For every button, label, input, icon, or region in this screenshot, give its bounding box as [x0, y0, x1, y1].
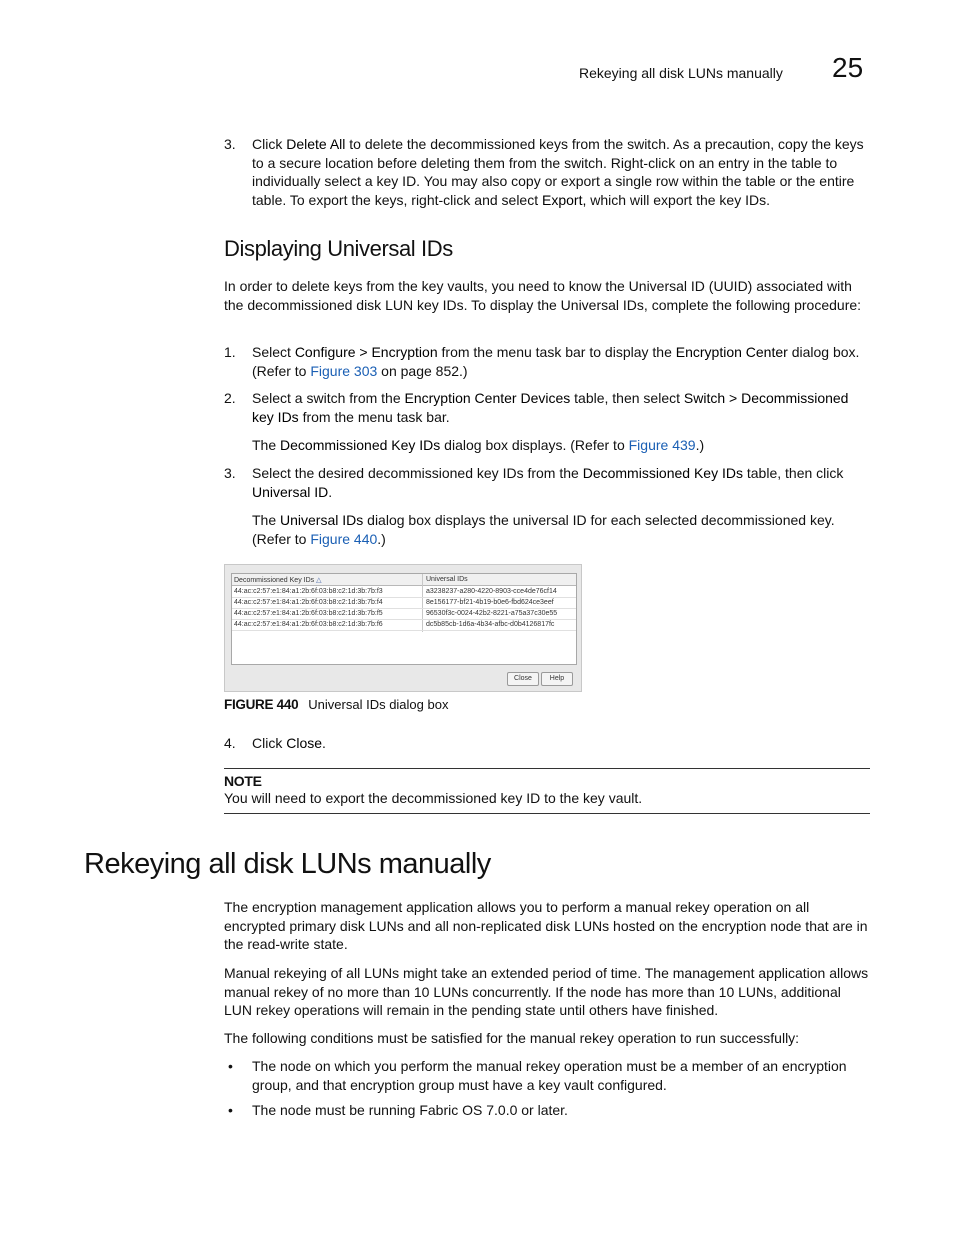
step-1: 1. Select Configure > Encryption from the menu task bar to display the Encryption Center dialog box. (Refer to Figure 303 on page 852.) [224, 344, 860, 379]
running-header-title: Rekeying all disk LUNs manually [579, 65, 783, 81]
figure-title: Universal IDs dialog box [308, 697, 449, 712]
rekey-paragraph-1: The encryption management application allows you to perform a manual rekey operation on all encrypted primary disk LUNs and all non-replicated disk LUNs hosted on the encryption node that are in the read-write state. [224, 899, 868, 953]
list-item: • The node must be running Fabric OS 7.0.0 or later. [228, 1102, 568, 1118]
note-text: You will need to export the decommissioned key ID to the key vault. [224, 790, 643, 806]
rekey-paragraph-2: Manual rekeying of all LUNs might take an extended period of time. The management application allows manual rekey of no more than 10 LUNs concurrently. If the node has more than 10 LUNs, additional LUN rekey operations will remain in the pending state until others have finished. [224, 965, 869, 1019]
step-3: 3. Select the desired decommissioned key IDs from the Decommissioned Key IDs table, then click Universal ID. [224, 465, 844, 500]
close-button[interactable]: Close [507, 672, 539, 686]
delete-all-label: Delete All [286, 136, 346, 152]
step-2: 2. Select a switch from the Encryption Center Devices table, then select Switch > Decommissioned key IDs from the menu task bar. [224, 390, 849, 425]
column-header-key-ids[interactable]: Decommissioned Key IDs △ [234, 577, 322, 584]
bullet-icon: • [228, 1102, 233, 1118]
chapter-section-heading: Rekeying all disk LUNs manually [84, 848, 491, 880]
step-2-result: The Decommissioned Key IDs dialog box displays. (Refer to Figure 439.) [252, 437, 705, 453]
step-3-result: The Universal IDs dialog box displays the universal ID for each selected decommissioned key. (Refer to Figure 440.) [252, 512, 835, 547]
sort-arrow-icon: △ [316, 577, 322, 584]
column-header-universal-ids[interactable]: Universal IDs [426, 576, 468, 583]
list-item: • The node on which you perform the manual rekey operation must be a member of an encryption group, and that encryption group must have a key vault configured. [228, 1058, 847, 1093]
figure-439-link[interactable]: Figure 439 [628, 437, 696, 453]
figure-caption [224, 697, 448, 712]
table-row[interactable]: 44:ac:c2:57:e1:84:a1:2b:6f:03:b8:c2:1d:3b:7b:f5 96530f3c-0024-42b2-8221-a75a37c30e55 [232, 608, 576, 620]
figure-label: FIGURE 440 [224, 697, 299, 712]
section-heading: Displaying Universal IDs [224, 236, 453, 261]
table-header [232, 574, 576, 586]
figure-303-link[interactable]: Figure 303 [310, 362, 378, 379]
note-box [224, 768, 870, 814]
export-label: Export, [542, 192, 587, 209]
note-label: NOTE [224, 773, 262, 789]
table-row[interactable]: 44:ac:c2:57:e1:84:a1:2b:6f:03:b8:c2:1d:3b:7b:f4 8e156177-bf21-4b19-b0e6-fbd624ce3eef [232, 597, 576, 609]
figure-440-link[interactable]: Figure 440 [310, 530, 378, 547]
step-number: 3. [224, 136, 236, 152]
step-4: 4. Click Close. [224, 735, 326, 751]
table-row[interactable]: 44:ac:c2:57:e1:84:a1:2b:6f:03:b8:c2:1d:3b:7b:f6 dc5b85cb-1d6a-4b34-afbc-d0b4126817fc [232, 619, 576, 631]
step-delete-all: 3. Click Delete All to delete the decommissioned keys from the switch. As a precaution, copy the keys to a secure location before deleting them from the switch. Right-click on an entry in the table to individually select a key ID. You may also copy or export a single row within the table or the entire table. To export the keys, right-click and select Export, which will export the key IDs. [224, 136, 864, 209]
help-button[interactable]: Help [541, 672, 573, 686]
section-intro: In order to delete keys from the key vaults, you need to know the Universal ID (UUID) associated with the decommissioned disk LUN key IDs. To display the Universal IDs, complete the following procedure: [224, 278, 862, 313]
rekey-paragraph-3: The following conditions must be satisfied for the manual rekey operation to run successfully: [224, 1030, 800, 1046]
universal-ids-dialog [224, 564, 582, 692]
bullet-icon: • [228, 1058, 233, 1074]
universal-ids-table [231, 573, 577, 665]
table-row[interactable]: 44:ac:c2:57:e1:84:a1:2b:6f:03:b8:c2:1d:3b:7b:f3 a3238237-a280-4220-8903-cce4de76cf14 [232, 586, 576, 598]
chapter-number: 25 [832, 52, 864, 83]
